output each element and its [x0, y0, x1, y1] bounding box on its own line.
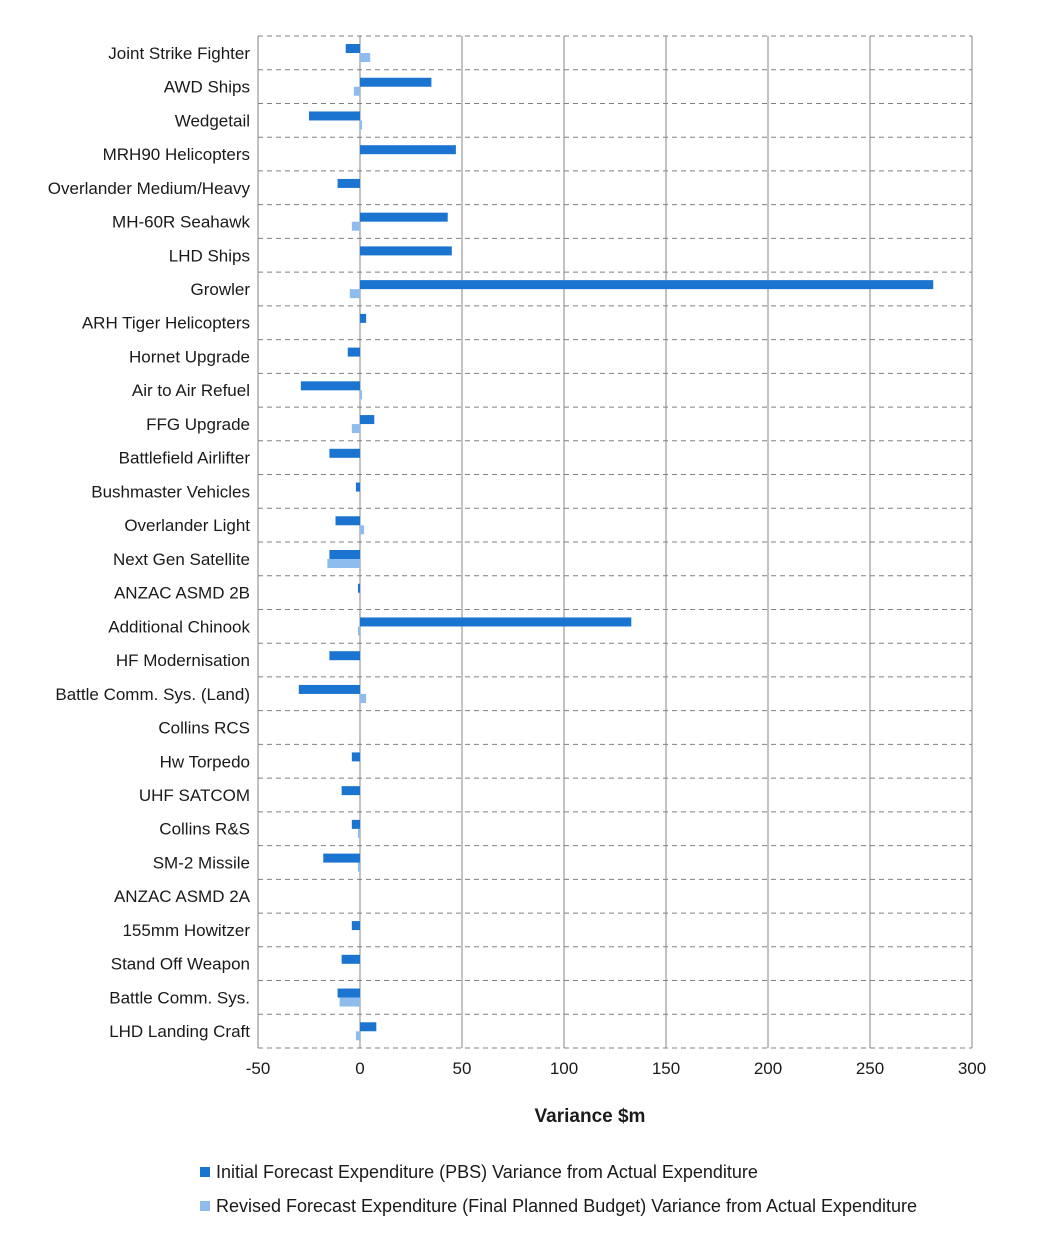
bar-initial-forecast	[338, 989, 360, 998]
category-label: UHF SATCOM	[138, 786, 250, 805]
bar-initial-forecast	[360, 415, 374, 424]
category-label: Joint Strike Fighter	[108, 43, 250, 63]
bar-revised-forecast	[350, 289, 360, 298]
x-tick-label: 300	[957, 1059, 987, 1078]
x-tick-label: 250	[855, 1059, 885, 1078]
legend-item-initial	[200, 1155, 917, 1189]
bar-revised-forecast	[360, 390, 362, 399]
bar-revised-forecast	[360, 53, 370, 62]
legend-item-revised	[200, 1189, 917, 1223]
bar-revised-forecast	[360, 694, 366, 703]
category-label: Bushmaster Vehicles	[91, 482, 250, 502]
x-tick-label: 200	[753, 1059, 783, 1078]
bar-revised-forecast	[358, 626, 360, 635]
bar-initial-forecast	[360, 1022, 376, 1031]
bar-initial-forecast	[360, 145, 456, 154]
category-label: MH-60R Seahawk	[112, 212, 250, 232]
x-tick-label: 50	[452, 1059, 472, 1078]
category-label: Battle Comm. Sys. (Land)	[55, 684, 250, 704]
category-label: Air to Air Refuel	[131, 381, 250, 401]
x-tick-label: 150	[651, 1059, 681, 1078]
bar-revised-forecast	[360, 120, 362, 129]
bar-revised-forecast	[358, 829, 360, 838]
bar-revised-forecast	[358, 863, 360, 872]
grid-layer	[258, 36, 972, 1048]
category-label: LHD Landing Craft	[109, 1022, 250, 1042]
bar-initial-forecast	[348, 348, 360, 357]
category-label: Collins R&S	[159, 819, 250, 839]
category-label: Battle Comm. Sys.	[109, 988, 250, 1008]
bar-initial-forecast	[360, 280, 933, 289]
bar-revised-forecast	[340, 998, 360, 1007]
category-label: 155mm Howitzer	[122, 920, 250, 940]
category-label: Next Gen Satellite	[112, 549, 250, 569]
category-label: Growler	[190, 280, 250, 299]
bar-initial-forecast	[336, 516, 360, 525]
bar-initial-forecast	[329, 550, 360, 559]
bar-initial-forecast	[329, 449, 360, 458]
category-label: SM-2 Missile	[152, 853, 250, 873]
bar-initial-forecast	[352, 921, 360, 930]
bar-initial-forecast	[299, 685, 360, 694]
legend-swatch-revised	[200, 1201, 210, 1211]
bar-revised-forecast	[354, 87, 360, 96]
bar-initial-forecast	[346, 44, 360, 53]
bar-initial-forecast	[360, 617, 631, 626]
legend-swatch-initial	[200, 1167, 210, 1177]
category-label: ARH Tiger Helicopters	[81, 313, 250, 333]
legend	[200, 1155, 917, 1223]
category-label: AWD Ships	[163, 77, 250, 97]
bar-initial-forecast	[352, 752, 360, 761]
category-label: Additional Chinook	[108, 617, 250, 637]
category-label: ANZAC ASMD 2B	[113, 583, 250, 603]
legend-label-initial: Initial Forecast Expenditure (PBS) Variance from Actual Expenditure	[216, 1161, 758, 1182]
category-label: Overlander Medium/Heavy	[47, 178, 250, 198]
category-label: Hornet Upgrade	[129, 347, 250, 367]
bar-revised-forecast	[327, 559, 360, 568]
category-label: Wedgetail	[174, 111, 250, 131]
category-label: LHD Ships	[168, 246, 250, 266]
bar-revised-forecast	[356, 1031, 360, 1040]
category-label: Stand Off Weapon	[110, 954, 250, 974]
bar-initial-forecast	[360, 314, 366, 323]
bar-initial-forecast	[356, 483, 360, 492]
bar-initial-forecast	[309, 111, 360, 120]
bar-initial-forecast	[301, 381, 360, 390]
category-label: FFG Upgrade	[146, 414, 250, 434]
bar-initial-forecast	[360, 213, 448, 222]
bar-revised-forecast	[360, 525, 364, 534]
category-label: Overlander Light	[124, 516, 250, 536]
x-tick-label: -50	[245, 1059, 271, 1078]
legend-label-revised: Revised Forecast Expenditure (Final Planned Budget) Variance from Actual Expenditure	[216, 1195, 918, 1216]
bar-initial-forecast	[323, 854, 360, 863]
category-label: Battlefield Airlifter	[118, 448, 250, 468]
bar-initial-forecast	[358, 584, 360, 593]
category-label: ANZAC ASMD 2A	[113, 887, 250, 907]
category-label: MRH90 Helicopters	[102, 145, 250, 165]
bar-initial-forecast	[329, 651, 360, 660]
bar-initial-forecast	[360, 246, 452, 255]
category-label: HF Modernisation	[115, 651, 250, 671]
bar-initial-forecast	[338, 179, 360, 188]
bar-revised-forecast	[352, 222, 360, 231]
bar-initial-forecast	[360, 78, 431, 87]
axis-layer	[48, 36, 986, 1078]
bar-initial-forecast	[342, 955, 360, 964]
x-tick-label: 0	[355, 1059, 365, 1078]
bar-initial-forecast	[342, 786, 360, 795]
x-tick-label: 100	[549, 1059, 579, 1078]
bar-initial-forecast	[352, 820, 360, 829]
bar-revised-forecast	[352, 424, 360, 433]
x-axis-title: Variance $m	[534, 1106, 646, 1127]
category-label: Collins RCS	[158, 718, 250, 738]
category-label: Hw Torpedo	[159, 752, 250, 772]
